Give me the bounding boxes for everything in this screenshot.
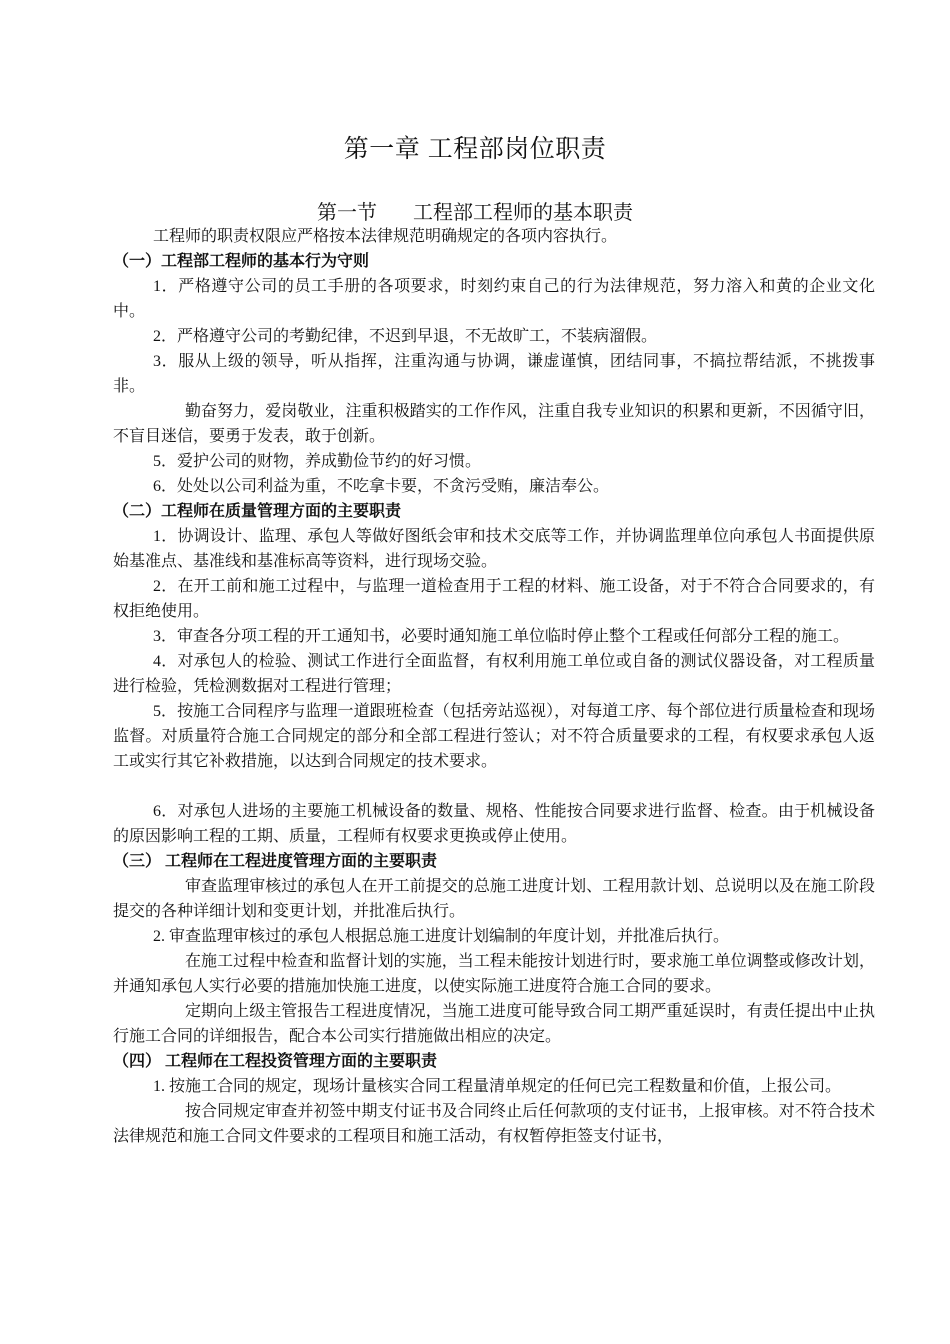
part3-item-1: 审查监理审核过的承包人在开工前提交的总施工进度计划、工程用款计划、总说明以及在施工阶段提交的各种详细计划和变更计划，并批准后执行。 [113, 878, 875, 920]
part2-item-5: 5．按施工合同程序与监理一道跟班检查（包括旁站巡视），对每道工序、每个部位进行质量检查和现场监督。对质量符合施工合同规定的部分和全部工程进行签认；对不符合质量要求的工程，有权要求承包人返工或实行其它补救措施，以达到合同规定的技术要求。 [113, 703, 875, 770]
part1-item-2: 2．严格遵守公司的考勤纪律，不迟到早退，不无故旷工，不装病溜假。 [153, 328, 658, 345]
section-number: 第一节 [317, 202, 377, 224]
part1-item-3: 3．服从上级的领导，听从指挥，注重沟通与协调，谦虚谨慎，团结同事，不搞拉帮结派，不挑拨事非。 [113, 353, 875, 395]
part1-item-5: 5．爱护公司的财物，养成勤俭节约的好习惯。 [153, 453, 482, 470]
part2-heading: （二）工程师在质量管理方面的主要职责 [113, 503, 402, 520]
part2-item-2: 2．在开工前和施工过程中，与监理一道检查用于工程的材料、施工设备，对于不符合合同要求的，有权拒绝使用。 [113, 578, 875, 620]
part2-item-1: 1．协调设计、监理、承包人等做好图纸会审和技术交底等工作，并协调监理单位向承包人书面提供原始基准点、基准线和基准标高等资料，进行现场交验。 [113, 528, 875, 570]
part4-item-1: 1. 按施工合同的规定，现场计量核实合同工程量清单规定的任何已完工程数量和价值，上报公司。 [153, 1078, 842, 1095]
part1-heading: （一）工程部工程师的基本行为守则 [113, 253, 370, 270]
part3-item-2: 2. 审查监理审核过的承包人根据总施工进度计划编制的年度计划，并批准后执行。 [153, 928, 730, 945]
part1-item-1: 1．严格遵守公司的员工手册的各项要求，时刻约束自己的行为法律规范，努力溶入和黄的企业文化中。 [113, 278, 875, 320]
blank-line [113, 774, 875, 799]
part1-item-4: 勤奋努力，爱岗敬业，注重积极踏实的工作作风，注重自我专业知识的积累和更新，不因循守旧，不盲目迷信，要勇于发表，敢于创新。 [113, 403, 875, 445]
part2-item-3: 3．审查各分项工程的开工通知书，必要时通知施工单位临时停止整个工程或任何部分工程的施工。 [153, 628, 850, 645]
section-heading [0, 200, 950, 226]
part3-heading: （三） 工程师在工程进度管理方面的主要职责 [113, 853, 438, 870]
part3-item-4: 定期向上级主管报告工程进度情况，当施工进度可能导致合同工期严重延误时，有责任提出中止执行施工合同的详细报告，配合本公司实行措施做出相应的决定。 [113, 1003, 875, 1045]
section-title: 工程部工程师的基本职责 [413, 202, 633, 224]
part1-item-6: 6．处处以公司利益为重，不吃拿卡要，不贪污受贿，廉洁奉公。 [153, 478, 610, 495]
part2-item-4: 4．对承包人的检验、测试工作进行全面监督，有权利用施工单位或自备的测试仪器设备，对工程质量进行检验，凭检测数据对工程进行管理； [113, 653, 875, 695]
part2-item-6: 6．对承包人进场的主要施工机械设备的数量、规格、性能按合同要求进行监督、检查。由于机械设备的原因影响工程的工期、质量，工程师有权要求更换或停止使用。 [113, 803, 875, 845]
intro-paragraph: 工程师的职责权限应严格按本法律规范明确规定的各项内容执行。 [153, 228, 618, 245]
chapter-title: 第一章 工程部岗位职责 [343, 135, 607, 163]
part4-heading: （四） 工程师在工程投资管理方面的主要职责 [113, 1053, 438, 1070]
part3-item-3: 在施工过程中检查和监督计划的实施，当工程未能按计划进行时，要求施工单位调整或修改计划，并通知承包人实行必要的措施加快施工进度，以使实际施工进度符合施工合同的要求。 [113, 953, 875, 995]
part4-item-2: 按合同规定审查并初签中期支付证书及合同终止后任何款项的支付证书，上报审核。对不符合技术法律规范和施工合同文件要求的工程项目和施工活动，有权暂停拒签支付证书， [113, 1103, 875, 1145]
document-body [113, 224, 875, 1149]
